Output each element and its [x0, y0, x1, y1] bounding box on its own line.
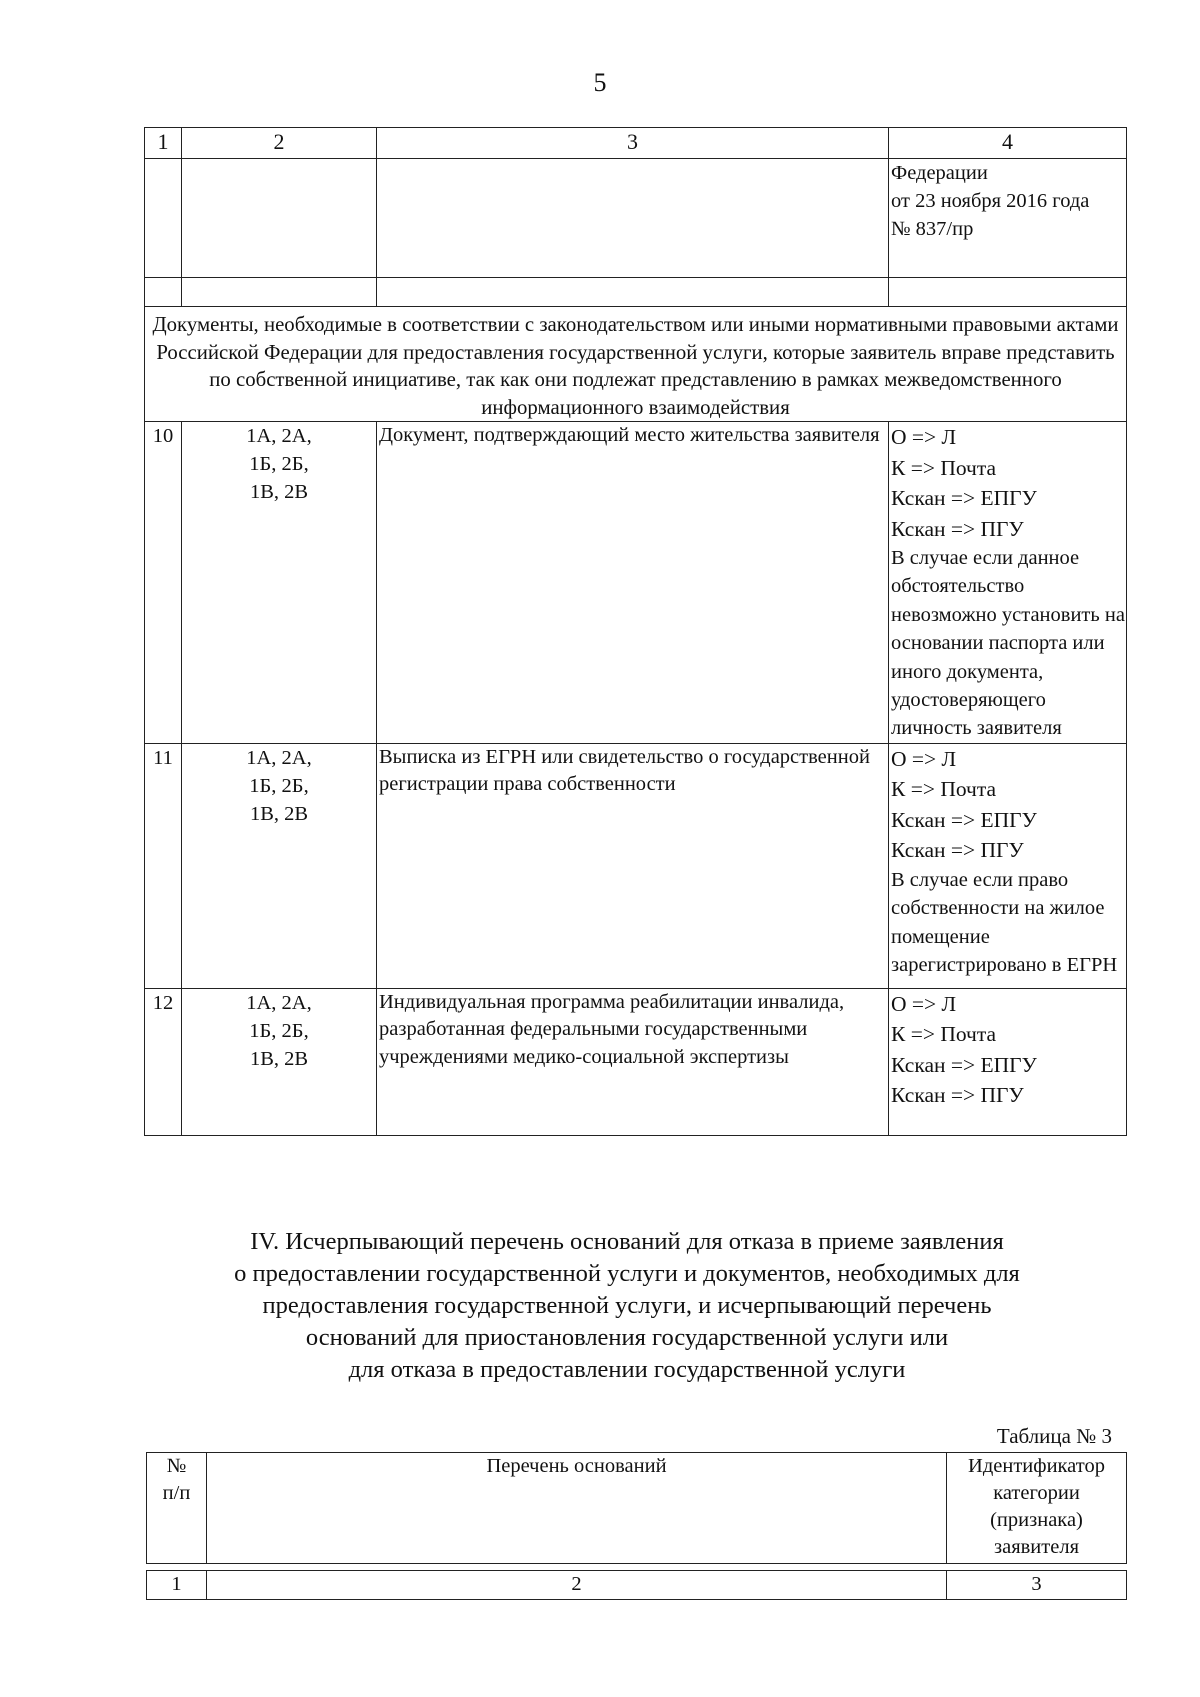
- column-number-3: 3: [947, 1571, 1127, 1600]
- page-number: 5: [593, 68, 607, 97]
- row-number: 11: [145, 743, 182, 988]
- document-cell: Индивидуальная программа реабилитации инвалида, разработанная федеральными государственными учреждениями медико-социальной экспертизы: [377, 988, 889, 1135]
- methods-cell: О => Л К => Почта Кскан => ЕПГУ Кскан => ПГУ В случае если данное обстоятельство невозможно установить на основании паспорта или иного документа, удостоверяющего личность заявителя: [889, 422, 1127, 744]
- reasons-header: Перечень оснований: [207, 1453, 947, 1564]
- table-row: [145, 743, 1127, 988]
- empty-row: [145, 278, 1127, 307]
- section-title: IV. Исчерпывающий перечень оснований для отказа в приеме заявления о предоставлении государственной услуги и документов, необходимых для предоставления государственной услуги, и исчерпывающий перечень оснований для приостановления государственной услуги или для отказа в предоставлении государственной услуги: [234, 1228, 1020, 1383]
- numbering-row: [147, 1571, 1127, 1600]
- section-heading-row: [145, 307, 1127, 422]
- document-cell: Документ, подтверждающий место жительства заявителя: [377, 422, 889, 744]
- condition-note: В случае если право собственности на жилое помещение зарегистрировано в ЕГРН: [891, 868, 1118, 977]
- section-heading: Документы, необходимые в соответствии с законодательством или иными нормативными правовыми актами Российской Федерации для предоставления государственной услуги, которые заявитель вправе представить по собственной инициативе, так как они подлежат представлению в рамках межведомственного информационного взаимодействия: [145, 307, 1127, 422]
- column-number-2: 2: [207, 1571, 947, 1600]
- table-row: [145, 422, 1127, 744]
- category-cell: 1А, 2А, 1Б, 2Б, 1В, 2В: [182, 988, 377, 1135]
- methods-cell: О => Л К => Почта Кскан => ЕПГУ Кскан => ПГУ: [889, 988, 1127, 1135]
- identifier-header: Идентификатор категории (признака) заявителя: [947, 1453, 1127, 1564]
- category-cell: 1А, 2А, 1Б, 2Б, 1В, 2В: [182, 422, 377, 744]
- condition-note: В случае если данное обстоятельство невозможно установить на основании паспорта или иного документа, удостоверяющего личность заявителя: [891, 547, 1125, 740]
- category-cell: 1А, 2А, 1Б, 2Б, 1В, 2В: [182, 743, 377, 988]
- continuation-cell: Федерации от 23 ноября 2016 года № 837/пр: [889, 159, 1127, 278]
- column-number-1: 1: [147, 1571, 207, 1600]
- document-cell: Выписка из ЕГРН или свидетельство о государственной регистрации права собственности: [377, 743, 889, 988]
- table-row: [145, 988, 1127, 1135]
- reasons-table: [146, 1452, 1127, 1600]
- continuation-row: [145, 159, 1127, 278]
- documents-table: [144, 127, 1127, 1136]
- table-label: Таблица № 3: [996, 1424, 1112, 1448]
- methods-cell: О => Л К => Почта Кскан => ЕПГУ Кскан => ПГУ В случае если право собственности на жилое помещение зарегистрировано в ЕГРН: [889, 743, 1127, 988]
- column-number-4: 4: [889, 128, 1127, 159]
- column-number-1: 1: [145, 128, 182, 159]
- row-number: 12: [145, 988, 182, 1135]
- table-header-row: [147, 1453, 1127, 1564]
- row-number: 10: [145, 422, 182, 744]
- table-header-row: [145, 128, 1127, 159]
- number-header: № п/п: [147, 1453, 207, 1564]
- column-number-2: 2: [182, 128, 377, 159]
- column-number-3: 3: [377, 128, 889, 159]
